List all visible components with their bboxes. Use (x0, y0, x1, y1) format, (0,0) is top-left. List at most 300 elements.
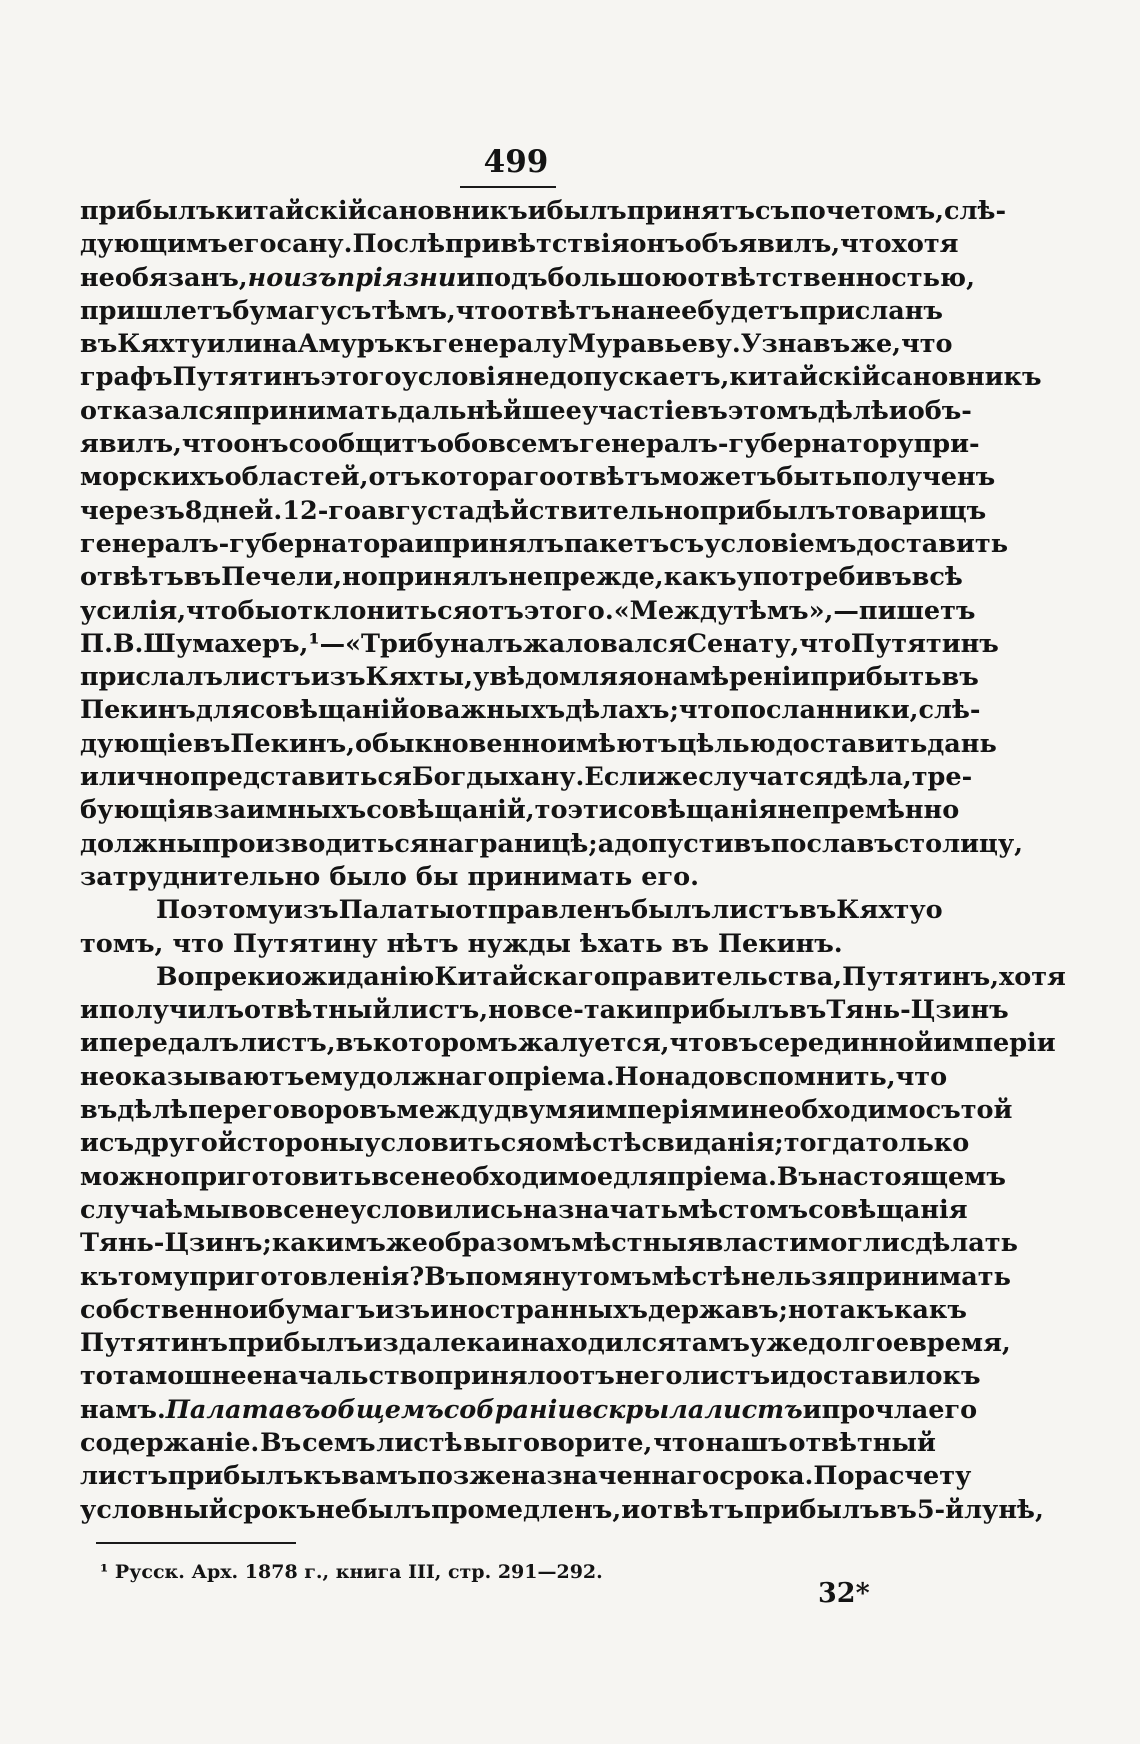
text-word: Китайскаго (434, 961, 611, 992)
text-word: пріема. (504, 1061, 615, 1092)
text-word: усилія, (80, 595, 187, 626)
text-word: въ (671, 928, 709, 959)
text-word: совѣщанія (808, 1194, 968, 1225)
text-word: дней. (202, 495, 283, 526)
text-word: но (247, 262, 284, 293)
text-word: все-таки (523, 995, 654, 1026)
text-word: Но (614, 1061, 656, 1092)
text-word: изъ (310, 662, 366, 693)
text-word: листъ (80, 1461, 168, 1492)
text-word: пріема. (666, 1161, 777, 1192)
text-word: оказываютъ (114, 1061, 305, 1092)
text-word: условіемъ (704, 528, 857, 559)
text-word: дующіе (80, 728, 193, 759)
text-word: генералъ-губернатору (579, 429, 914, 460)
text-word: переговоровъ (188, 1095, 397, 1126)
text-word: другой (134, 1128, 237, 1159)
text-word: можетъ (659, 462, 777, 493)
text-word: лунѣ, (964, 1494, 1044, 1525)
text-word: листъ, (391, 995, 489, 1026)
text-word: что (678, 695, 731, 726)
text-word: приготовленія? (189, 1261, 425, 1292)
text-word: Амуръ (297, 329, 395, 360)
text-word: и (456, 262, 476, 293)
text-word: помянутомъ (465, 1261, 652, 1292)
text-word: сану. (276, 229, 353, 260)
text-word: для (195, 695, 250, 726)
text-word: совѣщаній (249, 695, 410, 726)
text-line (80, 295, 943, 328)
text-word: будетъ (697, 295, 800, 326)
text-word: сдѣлать (899, 1228, 1018, 1259)
text-word: Шумахеръ, (143, 628, 309, 659)
text-word: и (80, 1128, 99, 1159)
text-word: въ (690, 395, 728, 426)
text-word: Пекинъ (80, 695, 196, 726)
text-word: не (314, 1194, 350, 1225)
text-word: въ (192, 728, 231, 759)
text-word: вскрыла (575, 1394, 705, 1425)
text-word: на (428, 828, 464, 859)
text-line (80, 395, 972, 428)
text-word: для (613, 1161, 667, 1192)
text-line (80, 595, 976, 628)
text-word: но (488, 995, 524, 1026)
text-word: изъ (375, 1294, 431, 1325)
text-word: 8 (184, 495, 203, 526)
text-word: необходимо (749, 1095, 926, 1126)
text-word: же (385, 1228, 428, 1259)
text-word: хотя (999, 961, 1066, 992)
text-word: границѣ; (463, 828, 598, 859)
text-word: тому (117, 1261, 190, 1292)
text-word: къ (80, 1261, 118, 1292)
text-word: Путятинъ, (842, 961, 1000, 992)
text-word: о (409, 695, 427, 726)
text-word: допустивъ (614, 828, 771, 859)
text-word: ожиданію (284, 961, 435, 992)
text-word: вспомнить, (724, 1061, 896, 1092)
text-word: такъ (823, 1294, 894, 1325)
text-word: слѣ- (944, 196, 1007, 226)
text-word: имперіями (586, 1095, 750, 1126)
text-word: 12-го (282, 495, 361, 526)
text-word: дѣлахъ; (565, 695, 679, 726)
text-word: не (80, 262, 115, 293)
text-line (80, 1394, 978, 1427)
text-word: его (928, 1394, 978, 1425)
text-line (80, 1227, 1018, 1260)
text-word: доставить (775, 728, 928, 759)
text-word: долгое (808, 1328, 910, 1359)
text-word: державъ; (647, 1294, 788, 1325)
text-word: генералу (432, 329, 568, 360)
text-word: нашъ (705, 1427, 788, 1458)
text-line (80, 1294, 967, 1327)
text-word: которомъ (372, 1028, 518, 1059)
text-word: Палаты (338, 895, 456, 926)
text-word: генералъ-губернатора (80, 528, 415, 559)
text-word: бы (415, 861, 459, 892)
text-word: что (653, 1427, 705, 1458)
text-word: бумагъ (268, 1294, 376, 1325)
text-word: мы (182, 1194, 231, 1225)
text-word: мѣстѣ (651, 1261, 741, 1292)
text-word: прибылъ (80, 196, 216, 226)
text-word: власти (705, 1228, 809, 1259)
text-word: издалека (363, 1328, 502, 1359)
text-word: большою (547, 262, 688, 293)
text-word: этомъ (727, 395, 818, 426)
text-word: него (614, 1361, 683, 1392)
text-word: отвѣтственностью, (687, 262, 975, 293)
text-word: можно (80, 1161, 181, 1192)
text-word: должнаго (359, 1061, 505, 1092)
text-word: пришлетъ (80, 295, 233, 326)
text-line (80, 328, 953, 361)
text-word: августа (360, 495, 475, 526)
text-word: той (960, 1095, 1013, 1126)
text-word: въ (183, 562, 222, 593)
text-word: говорите, (507, 1427, 653, 1458)
text-word: бумагу (232, 295, 337, 326)
text-word: получилъ (98, 995, 245, 1026)
text-word: прибылъ (167, 1461, 304, 1492)
text-line (80, 1360, 981, 1393)
text-word: то (80, 1361, 113, 1392)
text-line (80, 1327, 1011, 1360)
text-word: срокъ (227, 1494, 317, 1525)
text-word: По (813, 1461, 855, 1492)
text-line (80, 495, 987, 528)
text-line (80, 894, 943, 927)
text-word: въ (941, 662, 979, 693)
text-word: Вопреки (156, 961, 285, 992)
text-word: къ (303, 1461, 342, 1492)
text-line (80, 628, 999, 661)
text-word: сообщитъ (288, 429, 438, 460)
text-word: условный (80, 1494, 228, 1525)
text-word: посланники, (730, 695, 919, 726)
text-word: Послѣ (352, 229, 445, 260)
text-word: его (227, 229, 277, 260)
text-word: Тянь-Цзинъ (826, 995, 1009, 1026)
text-word: хотя (891, 229, 959, 260)
text-word: отъ (368, 462, 421, 493)
text-word: имперіи (933, 1028, 1056, 1059)
text-word: сановникъ (880, 362, 1042, 393)
text-word: что (455, 295, 508, 326)
text-word: непремѣнно (777, 795, 960, 826)
text-word: тѣмъ, (371, 295, 456, 326)
text-word: важныхъ (426, 695, 566, 726)
text-word: иностранныхъ (430, 1294, 648, 1325)
text-word: дующимъ (80, 229, 228, 260)
text-word: на (262, 329, 298, 360)
text-word: былъ (350, 1494, 432, 1525)
text-word: былъ (546, 196, 627, 226)
text-word: Печели, (221, 562, 343, 593)
text-word: былъ (631, 895, 712, 926)
text-word: Сенату, (686, 628, 800, 659)
text-word: посла (770, 828, 857, 859)
text-word: дѣлѣ (817, 395, 889, 426)
text-word: затруднительно (80, 861, 321, 892)
text-word: Богдыхану. (411, 762, 585, 793)
text-word: быть (776, 462, 853, 493)
text-line (80, 428, 980, 461)
text-word: срока. (719, 1461, 814, 1492)
text-word: общемъ (320, 1394, 444, 1425)
text-word: отъ (471, 595, 524, 626)
text-word: дань (927, 728, 997, 759)
text-word: дѣйствительно (474, 495, 700, 526)
text-line (80, 661, 979, 694)
text-word: пріязни (336, 262, 457, 293)
text-word: съ (925, 1095, 961, 1126)
text-word: дальнѣйшее (397, 395, 582, 426)
text-line (80, 1194, 968, 1227)
text-word: съ (336, 295, 372, 326)
text-word: и (770, 1361, 790, 1392)
text-word: прочла (821, 1394, 929, 1425)
text-word: обязанъ, (114, 262, 248, 293)
text-word: въ (80, 1095, 118, 1126)
text-word: въ (335, 1028, 373, 1059)
text-word: между (396, 1095, 494, 1126)
text-word: Путятинъ (850, 628, 999, 659)
text-word: онъ (629, 229, 685, 260)
text-word: чтобы (186, 595, 281, 626)
text-word: прибыть (810, 662, 942, 693)
text-word: что (181, 429, 234, 460)
text-word: въ (879, 1494, 917, 1525)
text-word: стороны (236, 1128, 365, 1159)
text-word: отвѣтъ (80, 562, 184, 593)
text-word: на (611, 295, 647, 326)
text-word: же, (850, 329, 902, 360)
text-word: жалуется, (517, 1028, 670, 1059)
text-word: этого. (523, 595, 614, 626)
text-word: не (316, 1494, 351, 1525)
text-word: столицу, (893, 828, 1024, 859)
text-word: лично (98, 762, 191, 793)
text-word: прислалъ (80, 662, 223, 693)
text-word: объявилъ, (684, 229, 841, 260)
text-word: о (925, 895, 943, 926)
text-word: обо (437, 429, 489, 460)
text-word: обыкновенно (355, 728, 557, 759)
text-word: подъ (475, 262, 548, 293)
page-number-rule (460, 186, 556, 188)
text-word: прибылъ (227, 1328, 364, 1359)
text-word: графъ (80, 362, 173, 393)
text-word: о (535, 1128, 553, 1159)
text-word: этого (320, 362, 402, 393)
text-word: и (888, 395, 908, 426)
text-word: жаловался (522, 628, 687, 659)
text-word: нельзя (740, 1261, 847, 1292)
text-word: ѣхать (579, 928, 663, 959)
text-word: пакетъ (563, 528, 670, 559)
text-line (80, 794, 960, 827)
text-word: назначеннаго (511, 1461, 720, 1492)
text-word: отказался (80, 395, 233, 426)
footnote: ¹ Русск. Арх. 1878 г., книга III, стр. 291—292. (100, 1561, 603, 1583)
text-word: образомъ (427, 1228, 572, 1259)
text-word: двумя (494, 1095, 587, 1126)
text-word: при- (913, 429, 980, 460)
text-word: съ (669, 528, 705, 559)
text-word: случатся (698, 762, 834, 793)
text-line (80, 928, 936, 961)
text-line (80, 1127, 970, 1160)
text-line (80, 1161, 1006, 1194)
text-word: листъ (711, 895, 800, 926)
text-line (80, 861, 936, 894)
text-word: слѣ- (918, 695, 981, 726)
text-word: что (895, 1061, 948, 1092)
text-word: листъ, (238, 1028, 336, 1059)
text-word: принятъ (626, 196, 755, 226)
text-word: но (787, 1294, 824, 1325)
text-word: участіе (581, 395, 691, 426)
text-word: намѣреніи (653, 662, 811, 693)
text-word: прежде, (543, 562, 664, 593)
text-word: присланъ (799, 295, 943, 326)
text-word: Кяхту (117, 329, 207, 360)
text-line (80, 1261, 1011, 1294)
text-line (80, 728, 997, 761)
text-line (80, 1094, 1013, 1127)
text-word: полученъ (852, 462, 996, 493)
text-word: настоящемъ (818, 1161, 1006, 1192)
text-word: и (802, 1394, 822, 1425)
text-word: привѣтствія (445, 229, 630, 260)
text-word: Палата (165, 1394, 286, 1425)
text-word: приняло (434, 1361, 563, 1392)
text-word: какъ (663, 562, 737, 593)
text-word: отвѣтъ (507, 295, 612, 326)
text-word: не (508, 562, 544, 593)
text-word: увѣдомляя (473, 662, 637, 693)
text-word: мѣстомъ (677, 1194, 809, 1225)
text-word: уже (750, 1328, 809, 1359)
text-word: могли (808, 1228, 900, 1259)
text-word: а (597, 828, 615, 859)
text-word: къ (942, 1361, 981, 1392)
text-word: отвѣтъ (640, 1494, 744, 1525)
text-word: Путятину (232, 928, 378, 959)
text-word: прибылъ (744, 1494, 880, 1525)
text-word: ¹—«Трибуналъ (308, 628, 523, 659)
text-word: всѣ (911, 562, 963, 593)
text-word: и (80, 1028, 99, 1059)
text-word: расчету (854, 1461, 972, 1492)
text-word: его. (641, 861, 699, 892)
text-word: цѣлью (677, 728, 776, 759)
text-word: къ (394, 329, 433, 360)
text-word: имѣютъ (556, 728, 678, 759)
text-word: должны (80, 828, 202, 859)
text-word: что (840, 229, 892, 260)
text-word: мѣстѣ (552, 1128, 642, 1159)
text-word: не (80, 1061, 115, 1092)
text-word: прибылъ (699, 495, 836, 526)
text-word: прибылъ (653, 995, 790, 1026)
text-word: и (621, 1494, 641, 1525)
text-word: вы (463, 1427, 507, 1458)
text-word: почетомъ, (790, 196, 945, 226)
text-word: но (342, 562, 378, 593)
text-word: котораго (420, 462, 557, 493)
text-word: областей, (224, 462, 369, 493)
text-word: то (534, 795, 568, 826)
text-word: надо (655, 1061, 725, 1092)
text-word: находился (520, 1328, 676, 1359)
text-word: не (514, 362, 550, 393)
text-word: Муравьеву. (567, 329, 741, 360)
text-line (80, 528, 1009, 561)
text-word: нужды (467, 928, 571, 959)
text-line (80, 828, 1024, 861)
text-word: Въ (776, 1161, 818, 1192)
text-word: и (501, 1328, 521, 1359)
text-word: совѣщанія (617, 795, 778, 826)
text-line (80, 994, 1009, 1027)
text-word: случаѣ (80, 1194, 183, 1225)
text-word: условиться (364, 1128, 536, 1159)
text-line (80, 1027, 1056, 1060)
body-text (80, 195, 1066, 1527)
text-word: промедленъ, (431, 1494, 622, 1525)
text-word: «Между (613, 595, 734, 626)
text-word: необходимое (420, 1161, 614, 1192)
text-word: явилъ, (80, 429, 182, 460)
text-word: 5-й (916, 1494, 965, 1525)
text-word: доставило (789, 1361, 943, 1392)
text-word: П. (80, 628, 113, 659)
text-line (80, 1460, 972, 1493)
text-word: позже (417, 1461, 512, 1492)
text-word: условились (349, 1194, 523, 1225)
text-word: правительства, (610, 961, 843, 992)
text-word: тре- (911, 762, 973, 793)
text-word: мѣстныя (571, 1228, 706, 1259)
text-word: въ (285, 1394, 321, 1425)
text-word: Кяхту (836, 895, 926, 926)
text-word: тогда (783, 1128, 866, 1159)
text-word: Въ (260, 1427, 302, 1458)
text-word: все (371, 1161, 421, 1192)
text-word: что (901, 329, 953, 360)
text-line (80, 195, 1007, 228)
text-word: Если (584, 762, 657, 793)
text-word: морскихъ (80, 462, 225, 493)
text-word: взаимныхъ (195, 795, 367, 826)
text-word: нѣтъ (386, 928, 459, 959)
text-word: допускаетъ, (549, 362, 730, 393)
text-word: Кяхты, (365, 662, 473, 693)
text-word: съ (98, 1128, 135, 1159)
text-word: отклониться (280, 595, 472, 626)
text-word: въ (799, 895, 837, 926)
text-word: товарищъ (835, 495, 987, 526)
text-word: представиться (190, 762, 412, 793)
text-word: отправленъ (455, 895, 632, 926)
text-word: серединной (758, 1028, 934, 1059)
text-word: листъ (704, 1394, 803, 1425)
